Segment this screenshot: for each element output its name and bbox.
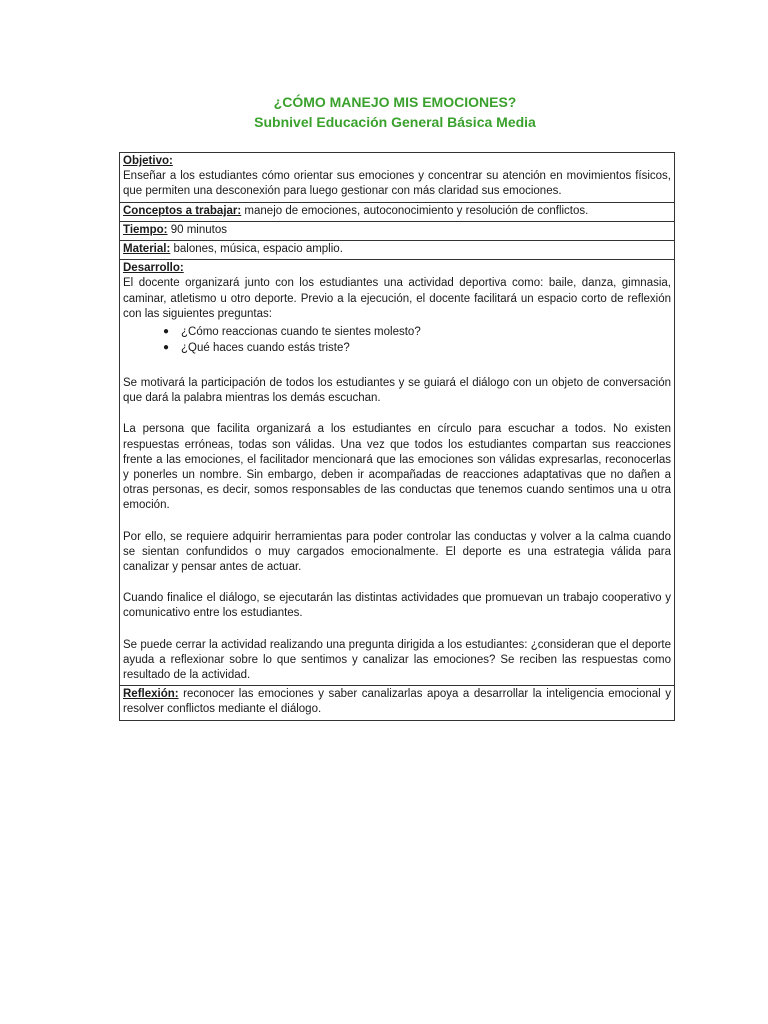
document-header: [0, 92, 768, 132]
objective-label: Objetivo:: [123, 155, 173, 167]
list-item: [163, 324, 671, 340]
concepts-label: Conceptos a trabajar:: [123, 204, 242, 217]
question-text: ¿Qué haces cuando estás triste?: [181, 342, 350, 355]
material-row: [120, 241, 674, 260]
development-paragraph: Por ello, se requiere adquirir herramientas para poder controlar las conductas y volver a la calma cuando se sientan confundidos o muy cargados emocionalmente. El deporte es una estrategia válida para canalizar y pensar antes de actuar.: [123, 530, 671, 574]
question-text: ¿Cómo reaccionas cuando te sientes molesto?: [181, 326, 421, 339]
concepts-text: manejo de emociones, autoconocimiento y resolución de conflictos.: [241, 204, 589, 217]
development-paragraph: La persona que facilita organizará a los estudiantes en círculo para escuchar a todos. No existen respuestas erróneas, todas son válidas. Una vez que todos los estudiantes compartan sus reacciones frente a las emociones, el facilitador mencionará que las emociones son válidas expresarlas, reconocerlas y ponerles un nombre. Sin embargo, deben ir acompañadas de reacciones adaptativas que no dañen a otras personas, es decir, somos responsables de las conductas que tenemos cuando sentimos una u otra emoción.: [123, 423, 671, 512]
development-row: [120, 260, 674, 686]
bullet-icon: ●: [163, 326, 170, 338]
development-label: Desarrollo:: [123, 262, 184, 275]
page-subtitle: Subnivel Educación General Básica Media: [254, 114, 536, 130]
page-title: ¿CÓMO MANEJO MIS EMOCIONES?: [273, 94, 517, 110]
reflection-row: [120, 686, 674, 719]
bullet-icon: ●: [163, 342, 170, 354]
concepts-row: [120, 203, 674, 222]
development-paragraph: Se motivará la participación de todos los estudiantes y se guiará el diálogo con un objeto de conversación que dará la palabra mientras los demás escuchan.: [123, 377, 671, 405]
time-row: [120, 222, 674, 241]
development-paragraph: Se puede cerrar la actividad realizando una pregunta dirigida a los estudiantes: ¿consideran que el deporte ayuda a reflexionar sobre lo que sentimos y canalizar las emociones? Se reciben las respuestas como resultado de la actividad.: [123, 638, 671, 682]
reflection-questions-list: [123, 324, 671, 356]
list-item: [163, 340, 671, 356]
objective-text: Enseñar a los estudiantes cómo orientar sus emociones y concentrar su atención en movimientos físicos, que permiten una desconexión para luego gestionar con más claridad sus emociones.: [123, 170, 671, 198]
material-text: balones, música, espacio amplio.: [170, 243, 343, 256]
lesson-plan-table: [119, 152, 675, 721]
reflection-label: Reflexión:: [123, 688, 179, 701]
material-label: Material:: [123, 243, 171, 256]
development-paragraph: Cuando finalice el diálogo, se ejecutarán las distintas actividades que promuevan un trabajo cooperativo y comunicativo entre los estudiantes.: [123, 592, 671, 620]
reflection-text: reconocer las emociones y saber canalizarlas apoya a desarrollar la inteligencia emocional y resolver conflictos mediante el diálogo.: [123, 688, 671, 716]
time-text: 90 minutos: [167, 223, 227, 236]
time-label: Tiempo:: [123, 223, 168, 236]
development-intro: El docente organizará junto con los estudiantes una actividad deportiva como: baile, danza, gimnasia, caminar, atletismo u otro deporte. Previo a la ejecución, el docente facilitará un espacio corto de reflexión con las siguientes preguntas:: [123, 277, 671, 320]
objective-row: [120, 153, 674, 203]
